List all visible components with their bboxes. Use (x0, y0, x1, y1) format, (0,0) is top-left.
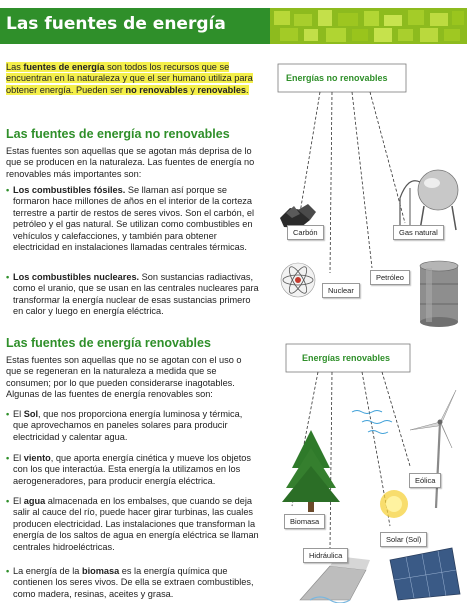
intro-bold-1: fuentes de energía (23, 62, 105, 72)
bullet-text: Son sustancias radiactivas, como el uranio, que se usan en las centrales nucleares para transformar la energía nuclear de esas sustancias primero en calor y luego en energía eléctrica. (13, 272, 259, 317)
diagram2-title: Energías renovables (302, 353, 391, 363)
bullet-pre: El (13, 409, 24, 419)
bullet-dot: • (6, 409, 10, 419)
page-title: Las fuentes de energía (6, 14, 226, 34)
bullet-text: es la energía química que contienen los seres vivos. De ella se extraen combustibles, como madera, resinas, aceites y grasa. (13, 566, 254, 599)
intro-paragraph (6, 62, 256, 96)
bullet-bold: agua (23, 496, 46, 506)
bullet-title: Los combustibles fósiles. (13, 185, 126, 195)
bullet-sol (6, 409, 259, 443)
header-banner (0, 8, 270, 44)
label-carbon: Carbón (287, 225, 324, 240)
bullet-title: Los combustibles nucleares. (13, 272, 140, 282)
bullet-dot: • (6, 272, 10, 282)
gas-tank-icon (400, 170, 458, 230)
bullet-combustibles-fosiles (6, 185, 259, 253)
label-solar: Solar (Sol) (380, 532, 427, 547)
section-heading-no-renovables: Las fuentes de energía no renovables (6, 127, 230, 141)
label-eolica: Eólica (409, 473, 441, 488)
diagram1-title: Energías no renovables (286, 73, 388, 83)
label-gas-natural: Gas natural (393, 225, 444, 240)
intro-bold-2: no renovables (125, 84, 188, 95)
intro-bold-3: renovables (197, 84, 247, 95)
label-biomasa: Biomasa (284, 514, 325, 529)
bullet-viento (6, 453, 259, 487)
intro-text-3: y (187, 84, 198, 95)
intro-text-1: Las (6, 62, 24, 72)
section1-intro: Estas fuentes son aquellas que se agotan más deprisa de lo que se producen en la naturaleza. Las fuentes de energía no renovables más importantes son: (6, 146, 255, 179)
header-decoration (270, 8, 467, 44)
bullet-bold: biomasa (81, 566, 120, 576)
bullet-dot: • (6, 453, 10, 463)
solar-panel-icon (390, 548, 460, 600)
diagram-no-renovables (270, 58, 462, 328)
bullet-text: almacenada en los embalses, que cuando se deja salir al cauce del río, puede hacer girar turbinas, las cuales producen electricidad. Las instalaciones que transforman la energía de los saltos de agua en energía eléctrica se llaman centrales hidroeléctricas. (13, 496, 259, 552)
label-hidraulica: Hidráulica (303, 548, 348, 563)
bullet-text: , que nos proporciona energía luminosa y térmica, que aprovechamos en paneles solares para producir electricidad y calentar agua. (13, 409, 243, 442)
sun-icon (380, 490, 408, 518)
wind-waves-icon (352, 411, 392, 434)
diagram-renovables (270, 338, 462, 603)
section-heading-renovables: Las fuentes de energía renovables (6, 336, 211, 350)
atom-icon (281, 263, 315, 297)
diagram1-dashed-lines (300, 92, 405, 273)
label-petroleo: Petróleo (370, 270, 410, 285)
intro-text-4: . (246, 84, 249, 95)
bullet-bold: viento (23, 453, 51, 463)
bullet-biomasa (6, 566, 259, 600)
bullet-pre: La energía de la (13, 566, 82, 576)
label-nuclear: Nuclear (322, 283, 360, 298)
bullet-combustibles-nucleares (6, 272, 259, 318)
bullet-text: Se llaman así porque se formaron hace millones de años en el interior de la corteza terrestre a partir de restos de seres vivos. Son el carbón, el petróleo y el gas natural. Se utilizan como combustibles en vehículos y calefacciones, y también para obtener electricidad en instalaciones llamadas centrales térmicas. (13, 185, 255, 253)
dam-icon (300, 556, 370, 603)
bullet-text: , que aporta energía cinética y mueve los objetos con los que interactúa. Esta energía la utilizamos en los aerogeneradores, para producir energía eléctrica. (13, 453, 252, 486)
bullet-agua (6, 496, 259, 553)
bullet-pre: El (13, 496, 24, 506)
bullet-dot: • (6, 496, 10, 506)
oil-barrel-icon (420, 261, 458, 327)
bullet-bold: Sol (23, 409, 39, 419)
section2-intro: Estas fuentes son aquellas que no se agotan con el uso o que se regeneran en la naturaleza a medida que se consumen; por lo que pueden considerarse inagotables. Algunas de las fuentes de energía renovables son: (6, 355, 242, 400)
bullet-dot: • (6, 566, 10, 576)
bullet-dot: • (6, 185, 10, 195)
wind-turbine-icon (410, 390, 456, 508)
bullet-pre: El (13, 453, 24, 463)
intro-text-2: son todos los recursos que se encuentran en la naturaleza y que el ser humano utiliza para obtener energía. Pueden ser (6, 62, 253, 95)
